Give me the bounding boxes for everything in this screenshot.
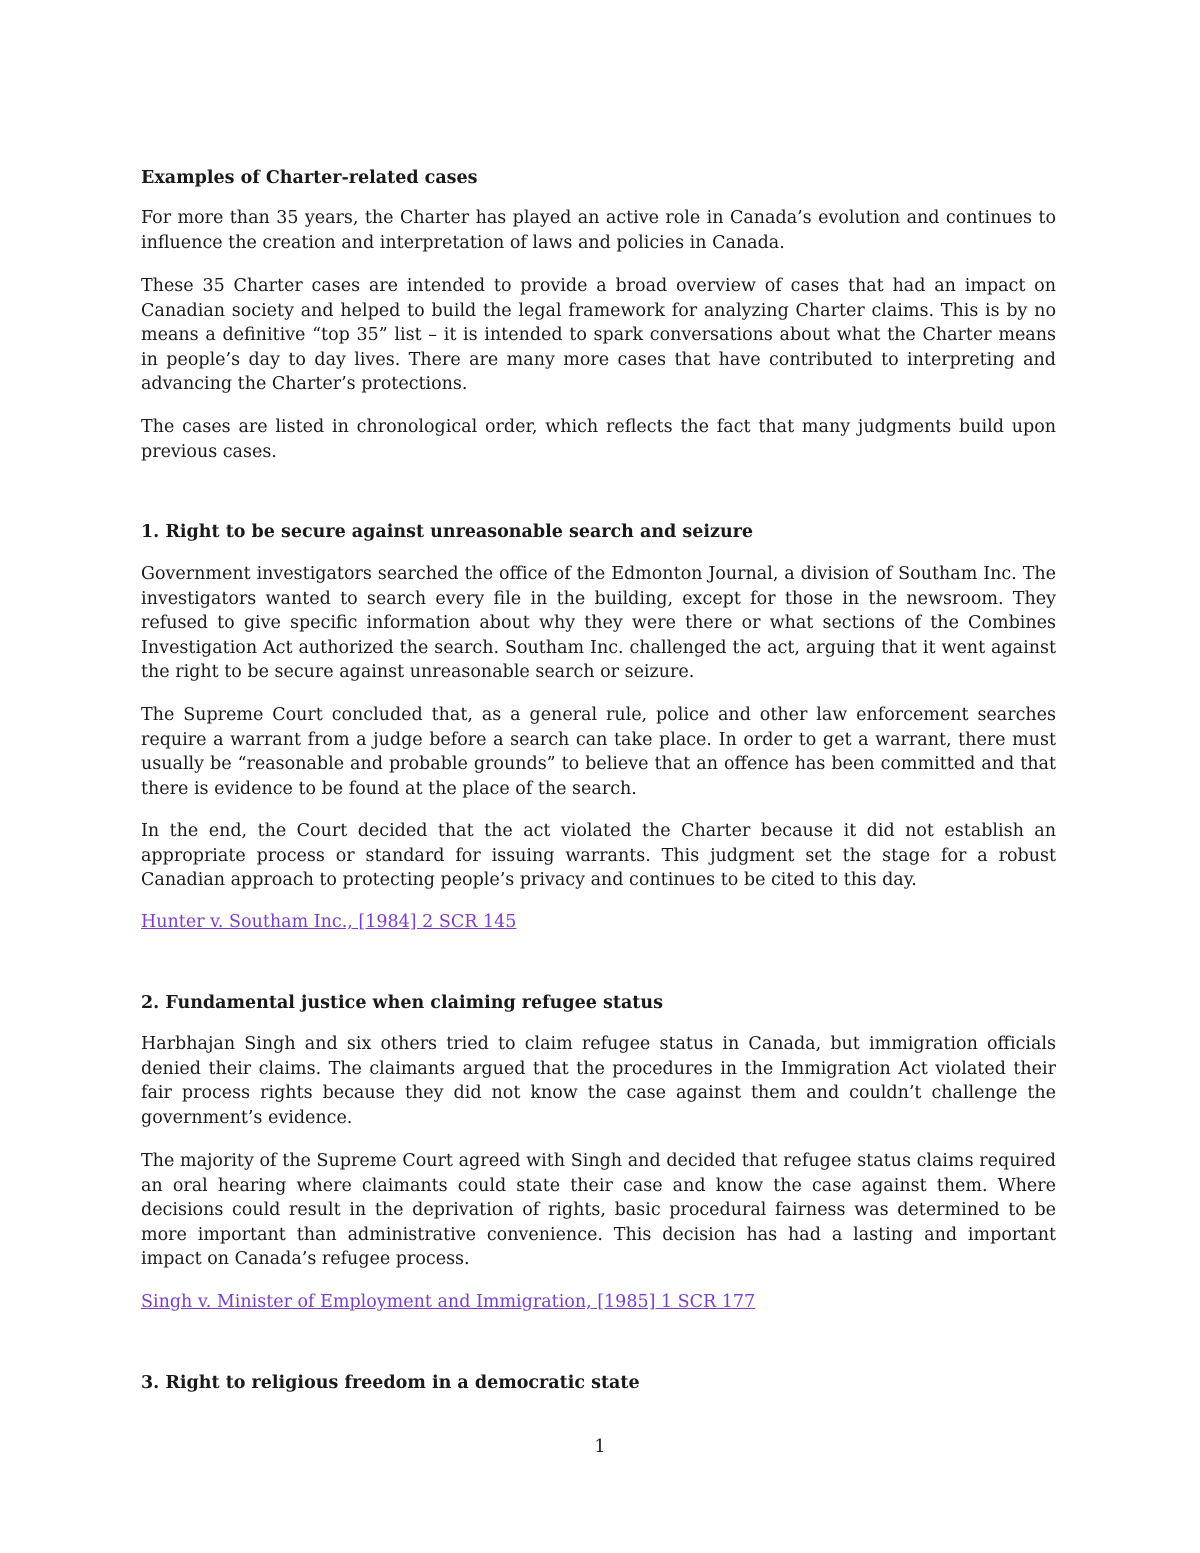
case-1-paragraph-2: The Supreme Court concluded that, as a general rule, police and other law enforcement searches require a warrant from a judge before a search can take place. In order to get a warrant, there must usually be “reasonable and probable grounds” to believe that an offence has been committed and that there is evidence to be found at the place of the search. — [141, 705, 1056, 799]
intro-paragraph-2: These 35 Charter cases are intended to provide a broad overview of cases that had an impact on Canadian society and helped to build the legal framework for analyzing Charter claims. This is by no means a definitive “top 35” list – it is intended to spark conversations about what the Charter means in people’s day to day lives. There are many more cases that have contributed to interpreting and advancing the Charter’s protections. — [141, 276, 1056, 394]
page-number: 1 — [594, 1437, 606, 1457]
case-2-citation-link[interactable]: Singh v. Minister of Employment and Immigration, [1985] 1 SCR 177 — [141, 1292, 756, 1312]
case-2-paragraph-1: Harbhajan Singh and six others tried to claim refugee status in Canada, but immigration officials denied their claims. The claimants argued that the procedures in the Immigration Act violated their fair process rights because they did not know the case against them and couldn’t challenge the government’s evidence. — [141, 1034, 1056, 1128]
case-1-paragraph-1: Government investigators searched the office of the Edmonton Journal, a division of Southam Inc. The investigators wanted to search every file in the building, except for those in the newsroom. They refused to give specific information about why they were there or what sections of the Combines Investigation Act authorized the search. Southam Inc. challenged the act, arguing that it went against the right to be secure against unreasonable search or seizure. — [141, 564, 1056, 682]
case-3-heading: 3. Right to religious freedom in a democratic state — [141, 1373, 640, 1393]
intro-paragraph-1: For more than 35 years, the Charter has played an active role in Canada’s evolution and continues to influence the creation and interpretation of laws and policies in Canada. — [141, 208, 1056, 253]
case-2-paragraph-2: The majority of the Supreme Court agreed with Singh and decided that refugee status claims required an oral hearing where claimants could state their case and know the case against them. Where decisions could result in the deprivation of rights, basic procedural fairness was determined to be more important than administrative convenience. This decision has had a lasting and important impact on Canada’s refugee process. — [141, 1151, 1056, 1269]
case-1-heading: 1. Right to be secure against unreasonable search and seizure — [141, 522, 754, 542]
case-2-heading: 2. Fundamental justice when claiming refugee status — [141, 993, 663, 1013]
document-title: Examples of Charter-related cases — [141, 168, 478, 188]
intro-paragraph-3: The cases are listed in chronological order, which reflects the fact that many judgments build upon previous cases. — [141, 417, 1056, 462]
case-1-paragraph-3: In the end, the Court decided that the act violated the Charter because it did not establish an appropriate process or standard for issuing warrants. This judgment set the stage for a robust Canadian approach to protecting people’s privacy and continues to be cited to this day. — [141, 821, 1056, 890]
case-1-citation-link[interactable]: Hunter v. Southam Inc., [1984] 2 SCR 145 — [141, 912, 517, 932]
